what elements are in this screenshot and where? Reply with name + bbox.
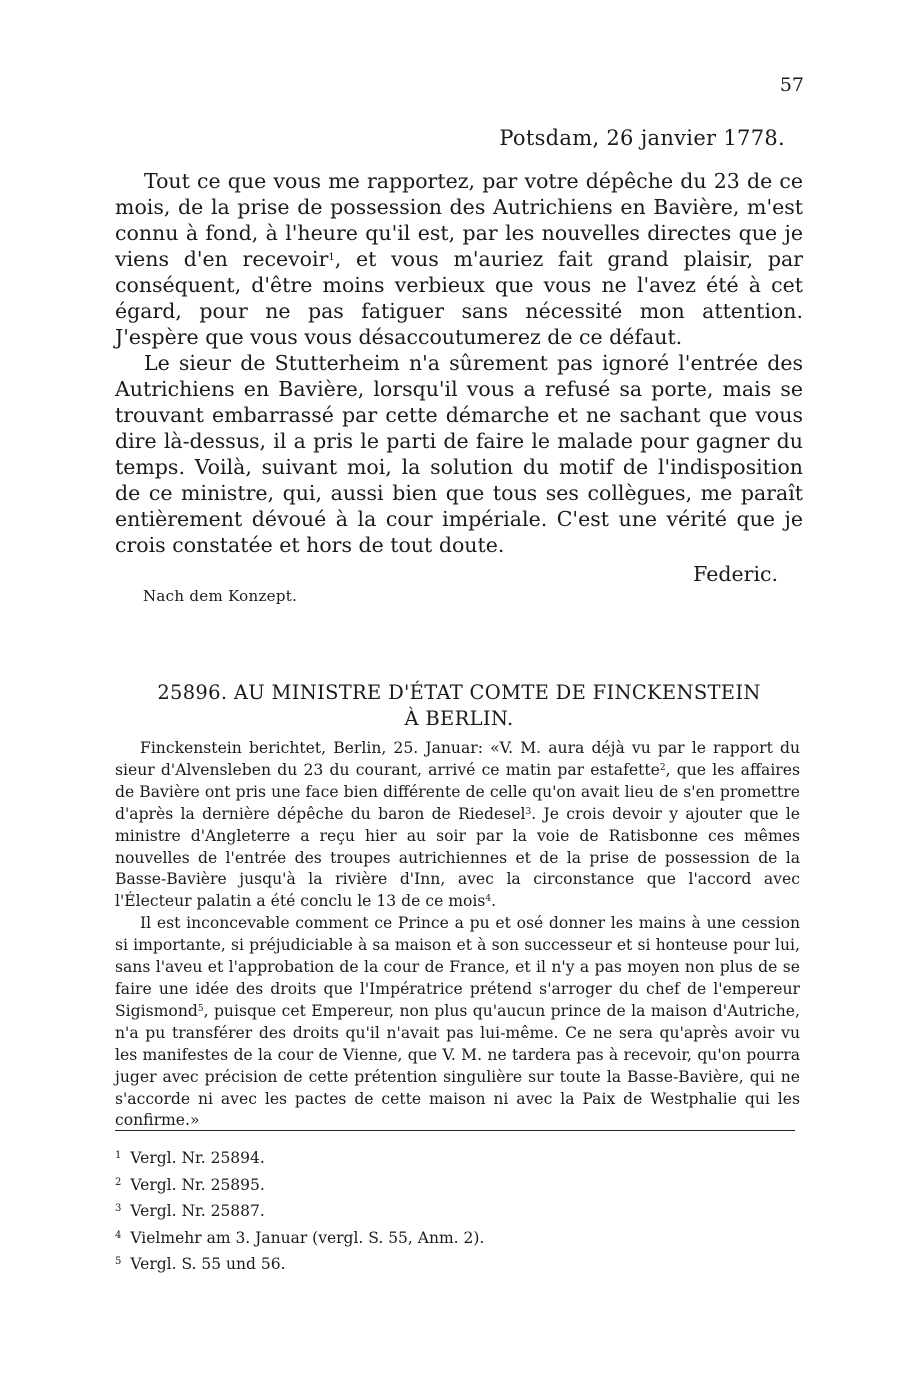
footnote-reference: 3 bbox=[525, 806, 532, 817]
letter-signature: Federic. bbox=[693, 562, 778, 586]
footnote-mark: 2 bbox=[115, 1176, 122, 1188]
footnotes bbox=[115, 1144, 795, 1277]
footnote-reference: 4 bbox=[485, 894, 492, 905]
source-note: Nach dem Konzept. bbox=[143, 587, 298, 605]
text-run: , que les affaires de Bavière ont pris une face bien différente de celle qu'on avait lieu de s'en promettre d'après la dernière dépêche du baron de Riedesel bbox=[115, 760, 800, 823]
report-body bbox=[115, 738, 800, 1132]
text-run: , et vous m'auriez fait grand plaisir, par conséquent, d'être moins verbieux que vous ne l'avez été à cet égard, pour ne pas fatiguer sans nécessité mon attention. J'espère que vous vous désaccoutumerez de ce défaut. bbox=[115, 247, 803, 349]
footnote-reference: 2 bbox=[659, 762, 666, 773]
section-heading-line-1: 25896. AU MINISTRE D'ÉTAT COMTE DE FINCKENSTEIN bbox=[157, 681, 761, 704]
footnote-text: Vergl. Nr. 25894. bbox=[130, 1149, 265, 1167]
footnote bbox=[115, 1144, 795, 1171]
footnote bbox=[115, 1250, 795, 1277]
text-run: Le sieur de Stutterheim n'a sûrement pas ignoré l'entrée des Autrichiens en Bavière, lorsqu'il vous a refusé sa porte, mais se trouvant embarrassé par cette démarche et ne sachant que vous dire là-dessus, il a pris le parti de faire le malade pour gagner du temps. Voilà, suivant moi, la solution du motif de l'indisposition de ce ministre, qui, aussi bien que tous ses collègues, me paraît entièrement dévoué à la cour impériale. C'est une vérité que je crois constatée et hors de tout doute. bbox=[115, 351, 803, 557]
text-run: Il est inconcevable comment ce Prince a pu et osé donner les mains à une cession si importante, si préjudiciable à sa maison et à son successeur et si honteuse pour lui, sans l'aveu et l'approbation de la cour de France, et il n'y a pas moyen non plus de se faire une idée des droits que l'Impératrice prétend s'arroger du chef de l'empereur Sigismond bbox=[115, 914, 800, 1020]
footnote-reference: 5 bbox=[197, 1003, 204, 1014]
footnote-text: Vergl. Nr. 25895. bbox=[130, 1175, 265, 1194]
footnote-mark: 3 bbox=[115, 1203, 122, 1214]
text-run: Finckenstein berichtet, Berlin, 25. Januar: «V. M. aura déjà vu par le rapport du sieur d'Alvensleben du 23 du courant, arrivé ce matin par estafette bbox=[115, 739, 800, 779]
text-run: , puisque cet Empereur, non plus qu'aucun prince de la maison d'Autriche, n'a pu transférer des droits qu'il n'avait pas lui-même. Ce ne sera qu'après avoir vu les manifestes de la cour de Vienne, que V. M. ne tardera pas à recevoir, qu'on pourra juger avec précision de cette prétention singulière sur toute la Basse-Bavière, qui ne s'accorde ni avec les pactes de cette maison ni avec la Paix de Westphalie qui les confirme.» bbox=[115, 1001, 800, 1130]
report-paragraph bbox=[115, 738, 800, 913]
footnote bbox=[115, 1197, 795, 1224]
footnote bbox=[115, 1224, 795, 1251]
text-run: . Je crois devoir y ajouter que le ministre d'Angleterre a reçu hier au soir par la voie de Ratisbonne ces mêmes nouvelles de l'entrée des troupes autrichiennes et de la prise de possession de la Basse-Bavière jusqu'à la rivière d'Inn, avec la circonstance que l'accord avec l'Électeur palatin a été conclu le 13 de ce mois bbox=[115, 804, 800, 911]
footnote bbox=[115, 1171, 795, 1198]
letter-body bbox=[115, 168, 803, 558]
section-heading-line-2: À BERLIN. bbox=[404, 707, 514, 730]
footnote-mark: 1 bbox=[115, 1150, 122, 1161]
footnote-mark: 5 bbox=[115, 1256, 122, 1267]
footnote-divider bbox=[115, 1130, 795, 1131]
footnote-text: Vergl. S. 55 und 56. bbox=[130, 1255, 286, 1273]
letter-paragraph bbox=[115, 168, 803, 350]
letter-paragraph bbox=[115, 350, 803, 558]
letter-date: Potsdam, 26 janvier 1778. bbox=[499, 126, 785, 150]
section-heading bbox=[115, 680, 803, 732]
text-run: . bbox=[491, 892, 497, 911]
text-run: Tout ce que vous me rapportez, par votre dépêche du 23 de ce mois, de la prise de possession des Autrichiens en Bavière, m'est connu à fond, à l'heure qu'il est, par les nouvelles directes que je viens d'en recevoir bbox=[115, 169, 803, 271]
footnote-mark: 4 bbox=[115, 1229, 122, 1241]
footnote-reference: 1 bbox=[328, 252, 335, 263]
footnote-text: Vielmehr am 3. Januar (vergl. S. 55, Anm. 2). bbox=[130, 1228, 485, 1247]
footnote-text: Vergl. Nr. 25887. bbox=[130, 1202, 265, 1220]
page-number: 57 bbox=[779, 74, 804, 96]
report-paragraph bbox=[115, 913, 800, 1132]
